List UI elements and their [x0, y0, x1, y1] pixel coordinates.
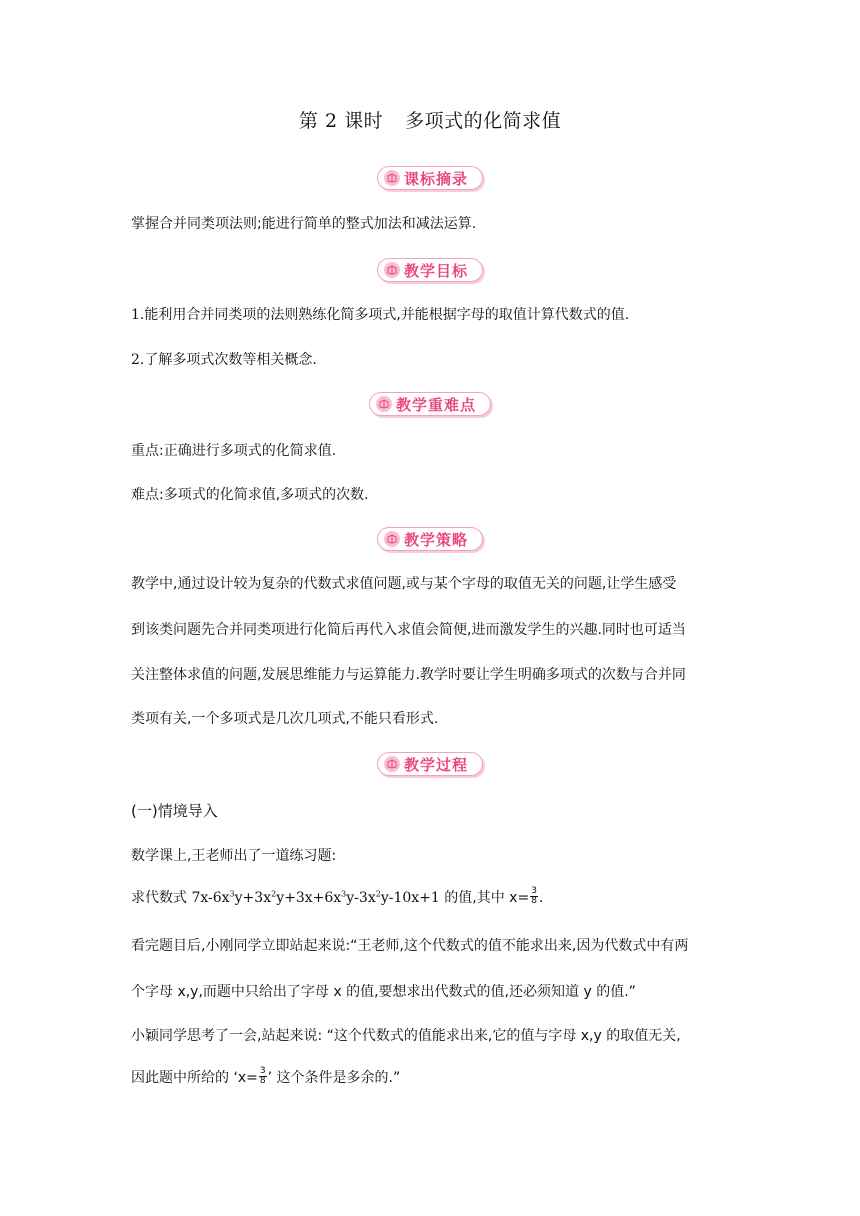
- subsection-heading: (一)情境导入: [131, 802, 218, 820]
- section-label: 课标摘录: [403, 169, 468, 188]
- fraction-numerator: 3: [259, 1065, 266, 1076]
- book-icon: [384, 170, 400, 186]
- fraction: [259, 1067, 267, 1086]
- strategy-line: 教学中,通过设计较为复杂的代数式求值问题,或与某个字母的取值无关的问题,让学生感受: [131, 576, 677, 592]
- fraction-numerator: 3: [531, 885, 537, 896]
- title-topic: 多项式的化简求值: [405, 110, 562, 132]
- book-icon: [376, 396, 392, 412]
- section-badge: [377, 258, 483, 282]
- strategy-line: 类项有关,一个多项式是几次几项式,不能只看形式.: [131, 711, 439, 727]
- section-badge: [377, 752, 483, 776]
- section-label: 教学目标: [403, 261, 468, 280]
- expression-prefix: 求代数式: [131, 890, 187, 906]
- expression-line: 求代数式 $7x-6x^3y+3x^2y+3x+6x^3y-3x^2y-10x+1$ 的值,其中 x= $\frac{3}{8}$ .: [131, 885, 544, 906]
- section-badge: [377, 166, 483, 190]
- fraction: [530, 887, 538, 906]
- kebiao-text: 掌握合并同类项法则;能进行简单的整式加法和减法运算.: [131, 216, 477, 232]
- goal-item-2: [131, 350, 751, 370]
- fraction-denominator: 8: [259, 1075, 266, 1086]
- section-label: 教学重难点: [395, 395, 476, 414]
- key-point: 重点:正确进行多项式的化简求值.: [131, 443, 337, 459]
- page-title: [0, 106, 860, 133]
- dialogue-line: 看完题目后,小刚同学立即站起来说:“王老师,这个代数式的值不能求出来,因为代数式中有两: [131, 938, 689, 954]
- section-badge: [369, 392, 491, 416]
- section-header-zhongnandian: [0, 392, 860, 416]
- strategy-line: 到该类问题先合并同类项进行化简后再代入求值会简便,进而激发学生的兴趣.同时也可适当: [131, 622, 686, 638]
- polynomial-expression: $7x-6x^3y+3x^2y+3x+6x^3y-3x^2y-10x+1$: [191, 889, 440, 906]
- section-label: 教学策略: [403, 530, 468, 549]
- difficult-point: 难点:多项式的化简求值,多项式的次数.: [131, 487, 369, 503]
- dialogue-line: 小颖同学思考了一会,站起来说: “这个代数式的值能求出来,它的值与字母 x,y 的取值无关,: [131, 1028, 681, 1044]
- book-icon: [384, 756, 400, 772]
- section-header-celue: [0, 527, 860, 551]
- goal-number: 1.: [131, 307, 145, 323]
- dialogue-suffix: ’ 这个条件是多余的.”: [267, 1070, 401, 1086]
- book-icon: [384, 262, 400, 278]
- title-lesson: 第 2 课时: [298, 110, 384, 132]
- section-header-mubiao: [0, 258, 860, 282]
- goal-text: 了解多项式次数等相关概念.: [144, 352, 317, 368]
- dialogue-prefix: 因此题中所给的 ‘x=: [131, 1070, 258, 1086]
- intro-text: 数学课上,王老师出了一道练习题:: [131, 848, 337, 864]
- dialogue-line: [131, 1065, 751, 1088]
- book-icon: [384, 531, 400, 547]
- section-badge: [377, 527, 483, 551]
- dialogue-line: 个字母 x,y,而题中只给出了字母 x 的值,要想求出代数式的值,还必须知道 y 的值.”: [131, 984, 636, 1000]
- section-header-guocheng: [0, 752, 860, 776]
- section-header-kebiao: [0, 166, 860, 190]
- goal-text: 能利用合并同类项的法则熟练化简多项式,并能根据字母的取值计算代数式的值.: [144, 307, 630, 323]
- strategy-line: 关注整体求值的问题,发展思维能力与运算能力.教学时要让学生明确多项式的次数与合并同: [131, 667, 686, 683]
- section-label: 教学过程: [403, 755, 468, 774]
- fraction-denominator: 8: [531, 895, 537, 906]
- goal-item-1: [131, 305, 751, 325]
- goal-number: 2.: [131, 352, 145, 368]
- expression-suffix: 的值,其中 x=: [444, 890, 530, 906]
